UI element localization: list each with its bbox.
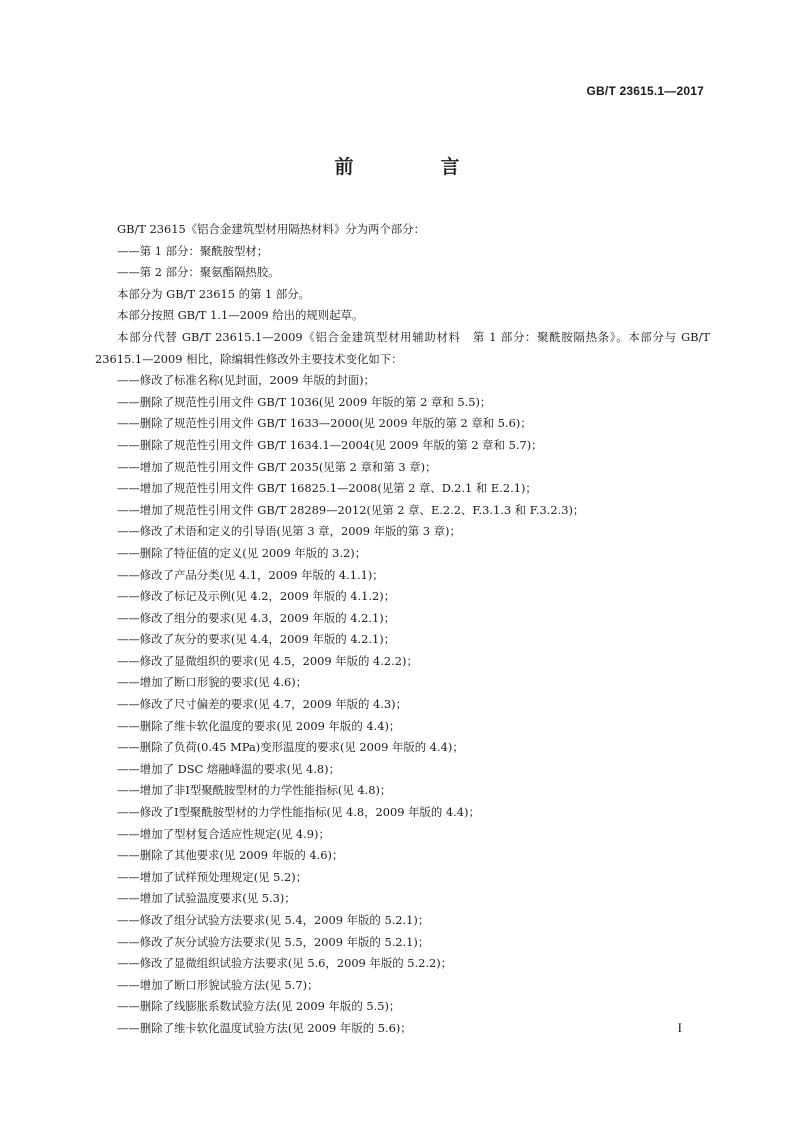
change-item: ——修改了标准名称(见封面，2009 年版的封面)； [117,373,375,388]
change-item: ——修改了尺寸偏差的要求(见 4.7，2009 年版的 4.3)； [117,697,408,712]
change-item: ——删除了维卡软化温度试验方法(见 2009 年版的 5.6)； [117,1020,412,1035]
change-item: ——删除了线膨胀系数试验方法(见 2009 年版的 5.5)； [117,999,401,1014]
change-item: ——删除了其他要求(见 2009 年版的 4.6)； [117,848,344,863]
change-item: ——修改了术语和定义的引导语(见第 3 章，2009 年版的第 3 章)； [117,524,461,539]
change-item: ——修改了产品分类(见 4.1，2009 年版的 4.1.1)； [117,567,384,582]
change-item: ——修改了标记及示例(见 4.2，2009 年版的 4.1.2)； [117,589,396,604]
change-item: ——增加了规范性引用文件 GB/T 2035(见第 2 章和第 3 章)； [117,459,437,474]
standard-code: GB/T 23615.1—2017 [586,84,704,98]
change-item: ——删除了规范性引用文件 GB/T 1634.1—2004(见 2009 年版的第 2 章和 5.7)； [117,437,543,452]
change-item: ——修改了Ⅰ型聚酰胺型材的力学性能指标(见 4.8，2009 年版的 4.4)； [117,805,480,820]
change-item: ——增加了型材复合适应性规定(见 4.9)； [117,826,330,841]
change-item: ——删除了特征值的定义(见 2009 年版的 3.2)； [117,545,367,560]
change-item: ——删除了维卡软化温度的要求(见 2009 年版的 4.4)； [117,718,401,733]
intro-list-item: ——第 1 部分：聚酰胺型材； [117,243,269,258]
foreword-body [95,219,710,1040]
change-item: ——删除了负荷(0.45 MPa)变形温度的要求(见 2009 年版的 4.4)； [117,740,464,755]
change-item: ——删除了规范性引用文件 GB/T 1036(见 2009 年版的第 2 章和 5.5)； [117,394,492,409]
intro-paragraph: 本部分按照 GB/T 1.1—2009 给出的规则起草。 [117,308,364,323]
change-item: ——增加了断口形貌试验方法(见 5.7)； [117,977,319,992]
change-item: ——增加了非Ⅰ型聚酰胺型材的力学性能指标(见 4.8)； [117,783,392,798]
change-item: ——增加了 DSC 熔融峰温的要求(见 4.8)； [117,761,340,776]
change-item: ——删除了规范性引用文件 GB/T 1633—2000(见 2009 年版的第 2 章和 5.6)； [117,416,532,431]
page-title: 前 言 [334,156,494,178]
intro-list-item: ——第 2 部分：聚氨酯隔热胶。 [117,265,280,280]
change-item: ——增加了试验温度要求(见 5.3)； [117,891,296,906]
intro-paragraph: 本部分为 GB/T 23615 的第 1 部分。 [117,286,311,301]
intro-paragraph: GB/T 23615《铝合金建筑型材用隔热材料》分为两个部分： [117,222,425,236]
change-item: ——增加了规范性引用文件 GB/T 16825.1—2008(见第 2 章、D.2.1 和 E.2.1)； [117,481,537,496]
page-number: I [677,1020,682,1035]
change-item: ——增加了试样预处理规定(见 5.2)； [117,869,308,884]
change-item: ——修改了显微组织的要求(见 4.5，2009 年版的 4.2.2)； [117,653,418,668]
intro-paragraph: 本部分代替 GB/T 23615.1—2009《铝合金建筑型材用辅助材料 第 1 部分：聚酰胺隔热条》。本部分与 GB/T 23615.1—2009 相比，除编辑性修改外主要技术变化如下： [95,329,710,366]
change-item: ——修改了灰分试验方法要求(见 5.5，2009 年版的 5.2.1)； [117,934,430,949]
changes-list [95,370,710,1039]
change-item: ——修改了显微组织试验方法要求(见 5.6，2009 年版的 5.2.2)； [117,956,453,971]
change-item: ——增加了规范性引用文件 GB/T 28289—2012(见第 2 章、E.2.2、F.3.1.3 和 F.3.2.3)； [117,502,585,517]
change-item: ——修改了组分的要求(见 4.3，2009 年版的 4.2.1)； [117,610,396,625]
change-item: ——修改了灰分的要求(见 4.4，2009 年版的 4.2.1)； [117,632,396,647]
change-item: ——修改了组分试验方法要求(见 5.4，2009 年版的 5.2.1)； [117,913,430,927]
change-item: ——增加了断口形貌的要求(见 4.6)； [117,675,308,690]
